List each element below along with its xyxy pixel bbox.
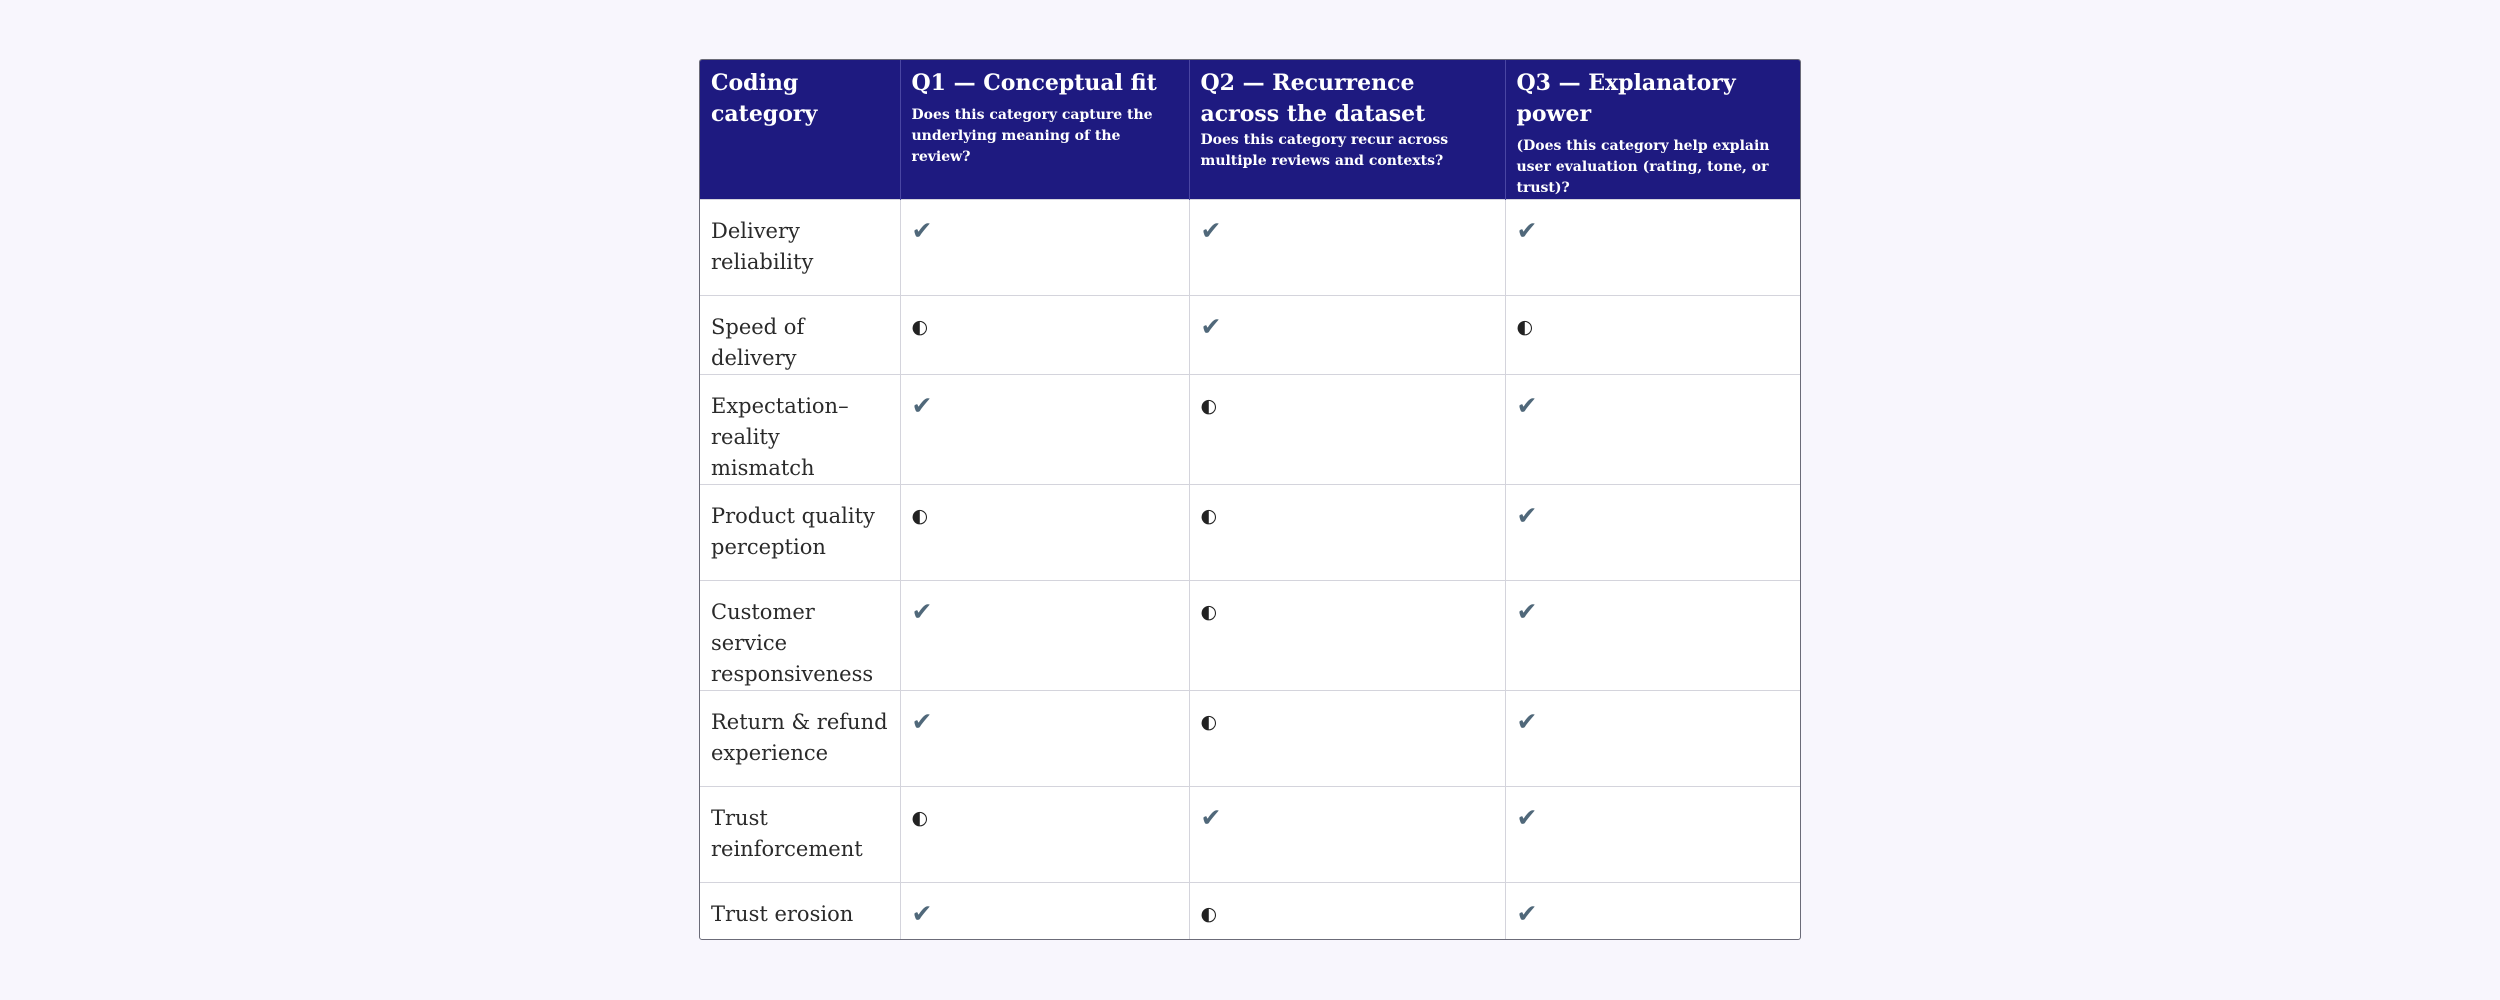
header-title: Q1 — Conceptual fit [911, 70, 1157, 96]
header-subtitle: Does this category recur across multiple reviews and contexts? [1200, 132, 1449, 169]
header-title: Coding category [711, 70, 818, 127]
category-cell: Trust reinforcement [700, 787, 900, 883]
q1-cell [900, 200, 1189, 296]
header-title: Q3 — Explanatory power [1516, 70, 1736, 127]
q1-cell [900, 296, 1189, 375]
header-q1 [900, 60, 1189, 200]
q3-cell [1505, 787, 1800, 883]
header-row [700, 60, 1800, 200]
table-row [700, 787, 1800, 883]
evaluation-table-container [699, 59, 1801, 940]
q1-cell [900, 581, 1189, 691]
q1-cell [900, 375, 1189, 485]
table-row [700, 296, 1800, 375]
q1-cell [900, 691, 1189, 787]
header-subtitle: Does this category capture the underlying meaning of the review? [911, 107, 1153, 165]
table-row [700, 691, 1800, 787]
evaluation-table [700, 60, 1800, 940]
q3-cell [1505, 375, 1800, 485]
heavy-check-mark-icon: ✔ [1200, 216, 1222, 245]
category-cell: Trust erosion [700, 883, 900, 941]
half-circle-icon: ◐ [1200, 601, 1218, 623]
header-category [700, 60, 900, 200]
category-cell: Product quality perception [700, 485, 900, 581]
half-circle-icon: ◐ [911, 316, 929, 338]
half-circle-icon: ◐ [1200, 395, 1218, 417]
half-circle-icon: ◐ [1200, 505, 1218, 527]
heavy-check-mark-icon: ✔ [911, 899, 933, 928]
header-q3 [1505, 60, 1800, 200]
heavy-check-mark-icon: ✔ [1516, 216, 1538, 245]
header-q2 [1189, 60, 1505, 200]
category-cell: Speed of delivery [700, 296, 900, 375]
q3-cell [1505, 691, 1800, 787]
heavy-check-mark-icon: ✔ [1516, 899, 1538, 928]
q1-cell [900, 883, 1189, 941]
q2-cell [1189, 375, 1505, 485]
header-subtitle: (Does this category help explain user evaluation (rating, tone, or trust)? [1516, 138, 1770, 196]
table-body [700, 200, 1800, 941]
table-row [700, 581, 1800, 691]
q2-cell [1189, 485, 1505, 581]
q3-cell [1505, 883, 1800, 941]
q2-cell [1189, 200, 1505, 296]
q2-cell [1189, 296, 1505, 375]
q2-cell [1189, 787, 1505, 883]
q1-cell [900, 787, 1189, 883]
category-cell: Customer service responsiveness [700, 581, 900, 691]
heavy-check-mark-icon: ✔ [911, 216, 933, 245]
q3-cell [1505, 485, 1800, 581]
q2-cell [1189, 581, 1505, 691]
q1-cell [900, 485, 1189, 581]
table-row [700, 375, 1800, 485]
q3-cell [1505, 581, 1800, 691]
heavy-check-mark-icon: ✔ [1516, 391, 1538, 420]
header-title: Q2 — Recurrence across the dataset [1200, 70, 1426, 127]
half-circle-icon: ◐ [911, 807, 929, 829]
heavy-check-mark-icon: ✔ [911, 707, 933, 736]
table-row [700, 883, 1800, 941]
q3-cell [1505, 296, 1800, 375]
half-circle-icon: ◐ [1200, 711, 1218, 733]
half-circle-icon: ◐ [911, 505, 929, 527]
category-cell: Return & refund experience [700, 691, 900, 787]
heavy-check-mark-icon: ✔ [1200, 803, 1222, 832]
heavy-check-mark-icon: ✔ [1516, 597, 1538, 626]
half-circle-icon: ◐ [1200, 903, 1218, 925]
heavy-check-mark-icon: ✔ [1516, 501, 1538, 530]
half-circle-icon: ◐ [1516, 316, 1534, 338]
heavy-check-mark-icon: ✔ [911, 391, 933, 420]
category-cell: Delivery reliability [700, 200, 900, 296]
q2-cell [1189, 883, 1505, 941]
heavy-check-mark-icon: ✔ [1200, 312, 1222, 341]
heavy-check-mark-icon: ✔ [911, 597, 933, 626]
heavy-check-mark-icon: ✔ [1516, 707, 1538, 736]
heavy-check-mark-icon: ✔ [1516, 803, 1538, 832]
category-cell: Expectation–reality mismatch [700, 375, 900, 485]
q3-cell [1505, 200, 1800, 296]
q2-cell [1189, 691, 1505, 787]
table-row [700, 200, 1800, 296]
table-row [700, 485, 1800, 581]
